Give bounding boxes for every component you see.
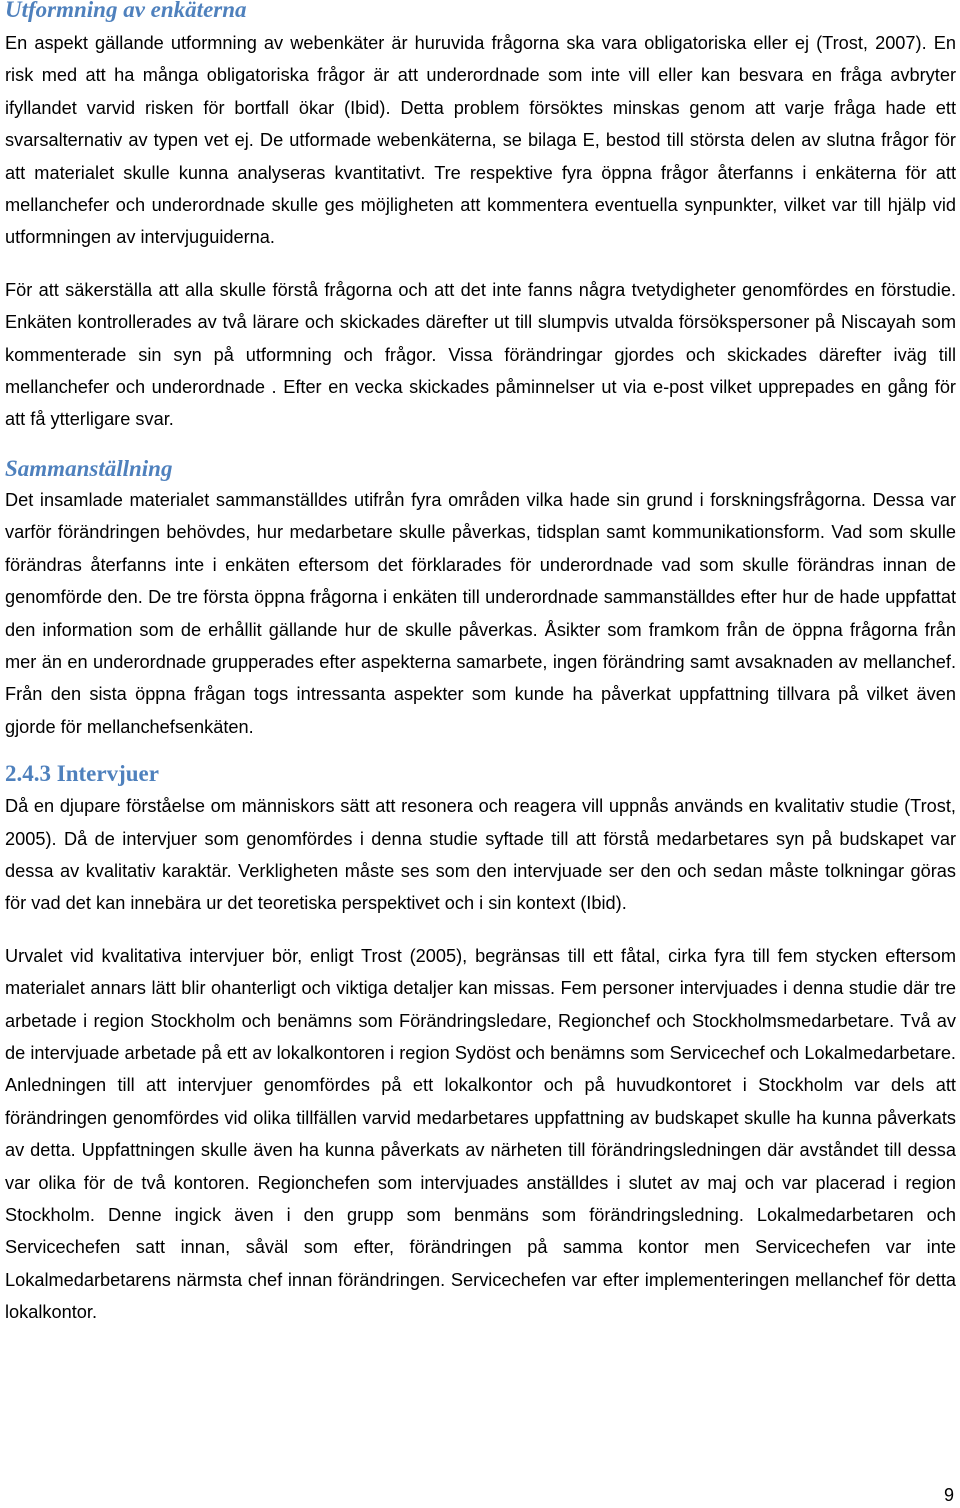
paragraph-utformning-2: För att säkerställa att alla skulle förstå frågorna och att det inte fanns några tvetydigheter genomfördes en förstudie. Enkäten kontrollerades av två lärare och skickades därefter ut till slumpvis utvalda försökspersoner på Niscayah som kommenterade sin syn på utformning och frågor. Vissa förändringar gjordes och skickades därefter iväg till mellanchefer och underordnade . Efter en vecka skickades påminnelser ut via e-post vilket upprepades en gång för att få ytterligare svar. — [5, 279, 956, 430]
paragraph-intervjuer-2: Urvalet vid kvalitativa intervjuer bör, enligt Trost (2005), begränsas till ett fåtal, cirka fyra till fem stycken eftersom materialet annars lätt blir ohanterligt och viktiga detaljer kan missas. Fem personer intervjuades i denna studie där tre arbetade i region Stockholm och benämns som Förändringsledare, Regionchef och Stockholmsmedarbetare. Två av de intervjuade arbetade på ett av lokalkontoren i region Sydöst och benämns som Servicechef och Lokalmedarbetare. Anledningen till att intervjuer genomfördes på ett lokalkontor och på huvudkontoret i Stockholm var dels att förändringen genomfördes vid olika tillfällen varvid medarbetares uppfattning av budskapet skulle ha kunna påverkats av detta. Uppfattningen skulle även ha kunna påverkats av närheten till förändringsledningen där avståndet till dessa var olika för de två kontoren. Regionchefen som intervjuades anställdes i slutet av maj och var placerad i region Stockholm. Denne ingick även i den grupp som benmäns som förändringsledning. Lokalmedarbetaren och Servicechefen satt innan, såväl som efter, förändringen på samma kontor men Servicechefen var inte Lokalmedarbetarens närmsta chef innan förändringen. Servicechefen var efter implementeringen mellanchef för detta lokalkontor. — [5, 945, 956, 1323]
paragraph-intervjuer-1: Då en djupare förståelse om människors sätt att resonera och reagera vill uppnås används en kvalitativ studie (Trost, 2005). Då de intervjuer som genomfördes i denna studie syftade till att förstå medarbetares syn på budskapet var dessa av kvalitativ karaktär. Verkligheten måste ses som den intervjuade ser den och sedan måste tolkningar göras för vad det kan innebära ur det teoretiska perspektivet och i sin kontext (Ibid). — [5, 796, 956, 914]
paragraph-utformning-1: En aspekt gällande utformning av webenkäter är huruvida frågorna ska vara obligatoriska eller ej (Trost, 2007). En risk med att ha många obligatoriska frågor är att underordnade som inte vill eller kan besvara en fråga avbryter ifyllandet varvid risken för bortfall ökar (Ibid). Detta problem försöktes minskas genom att varje fråga hade ett svarsalternativ av typen vet ej. De utformade webenkäterna, se bilaga E, bestod till största delen av slutna frågor för att materialet skulle kunna analyseras kvantitativt. Tre respektive fyra öppna frågor återfanns i enkäterna för att mellanchefer och underordnade skulle ges möjligheten att kommentera eventuella synpunkter, vilket var till hjälp vid utformningen av intervjuguiderna. — [5, 33, 956, 248]
section-heading-sammanstallning: Sammanställning — [5, 455, 173, 481]
page-number: 9 — [943, 1485, 954, 1505]
document-page — [5, 0, 956, 1329]
paragraph-sammanstallning-1: Det insamlade materialet sammanställdes utifrån fyra områden vilka hade sin grund i forskningsfrågorna. Dessa var varför förändringen behövdes, hur medarbetare skulle påverkas, tidsplan samt kommunikationsform. Vad som skulle förändras återfanns inte i enkäten eftersom det förklarades för underordnade vad som skulle förändras innan de genomförde den. De tre första öppna frågorna i enkäten till underordnade sammanställdes efter hur de hade uppfattat den information som de erhållit gällande hur de skulle påverkas. Åsikter som framkom från de öppna frågorna från mer än en underordnade grupperades efter aspekterna samarbete, ingen förändring samt avsaknaden av mellanchef. Från den sista öppna frågan togs intressanta aspekter som kunde ha påverkat uppfattning tillvara på vilket även gjorde för mellanchefsenkäten. — [5, 489, 956, 737]
section-heading-intervjuer: 2.4.3 Intervjuer — [5, 761, 159, 787]
section-heading-utformning: Utformning av enkäterna — [5, 0, 247, 22]
